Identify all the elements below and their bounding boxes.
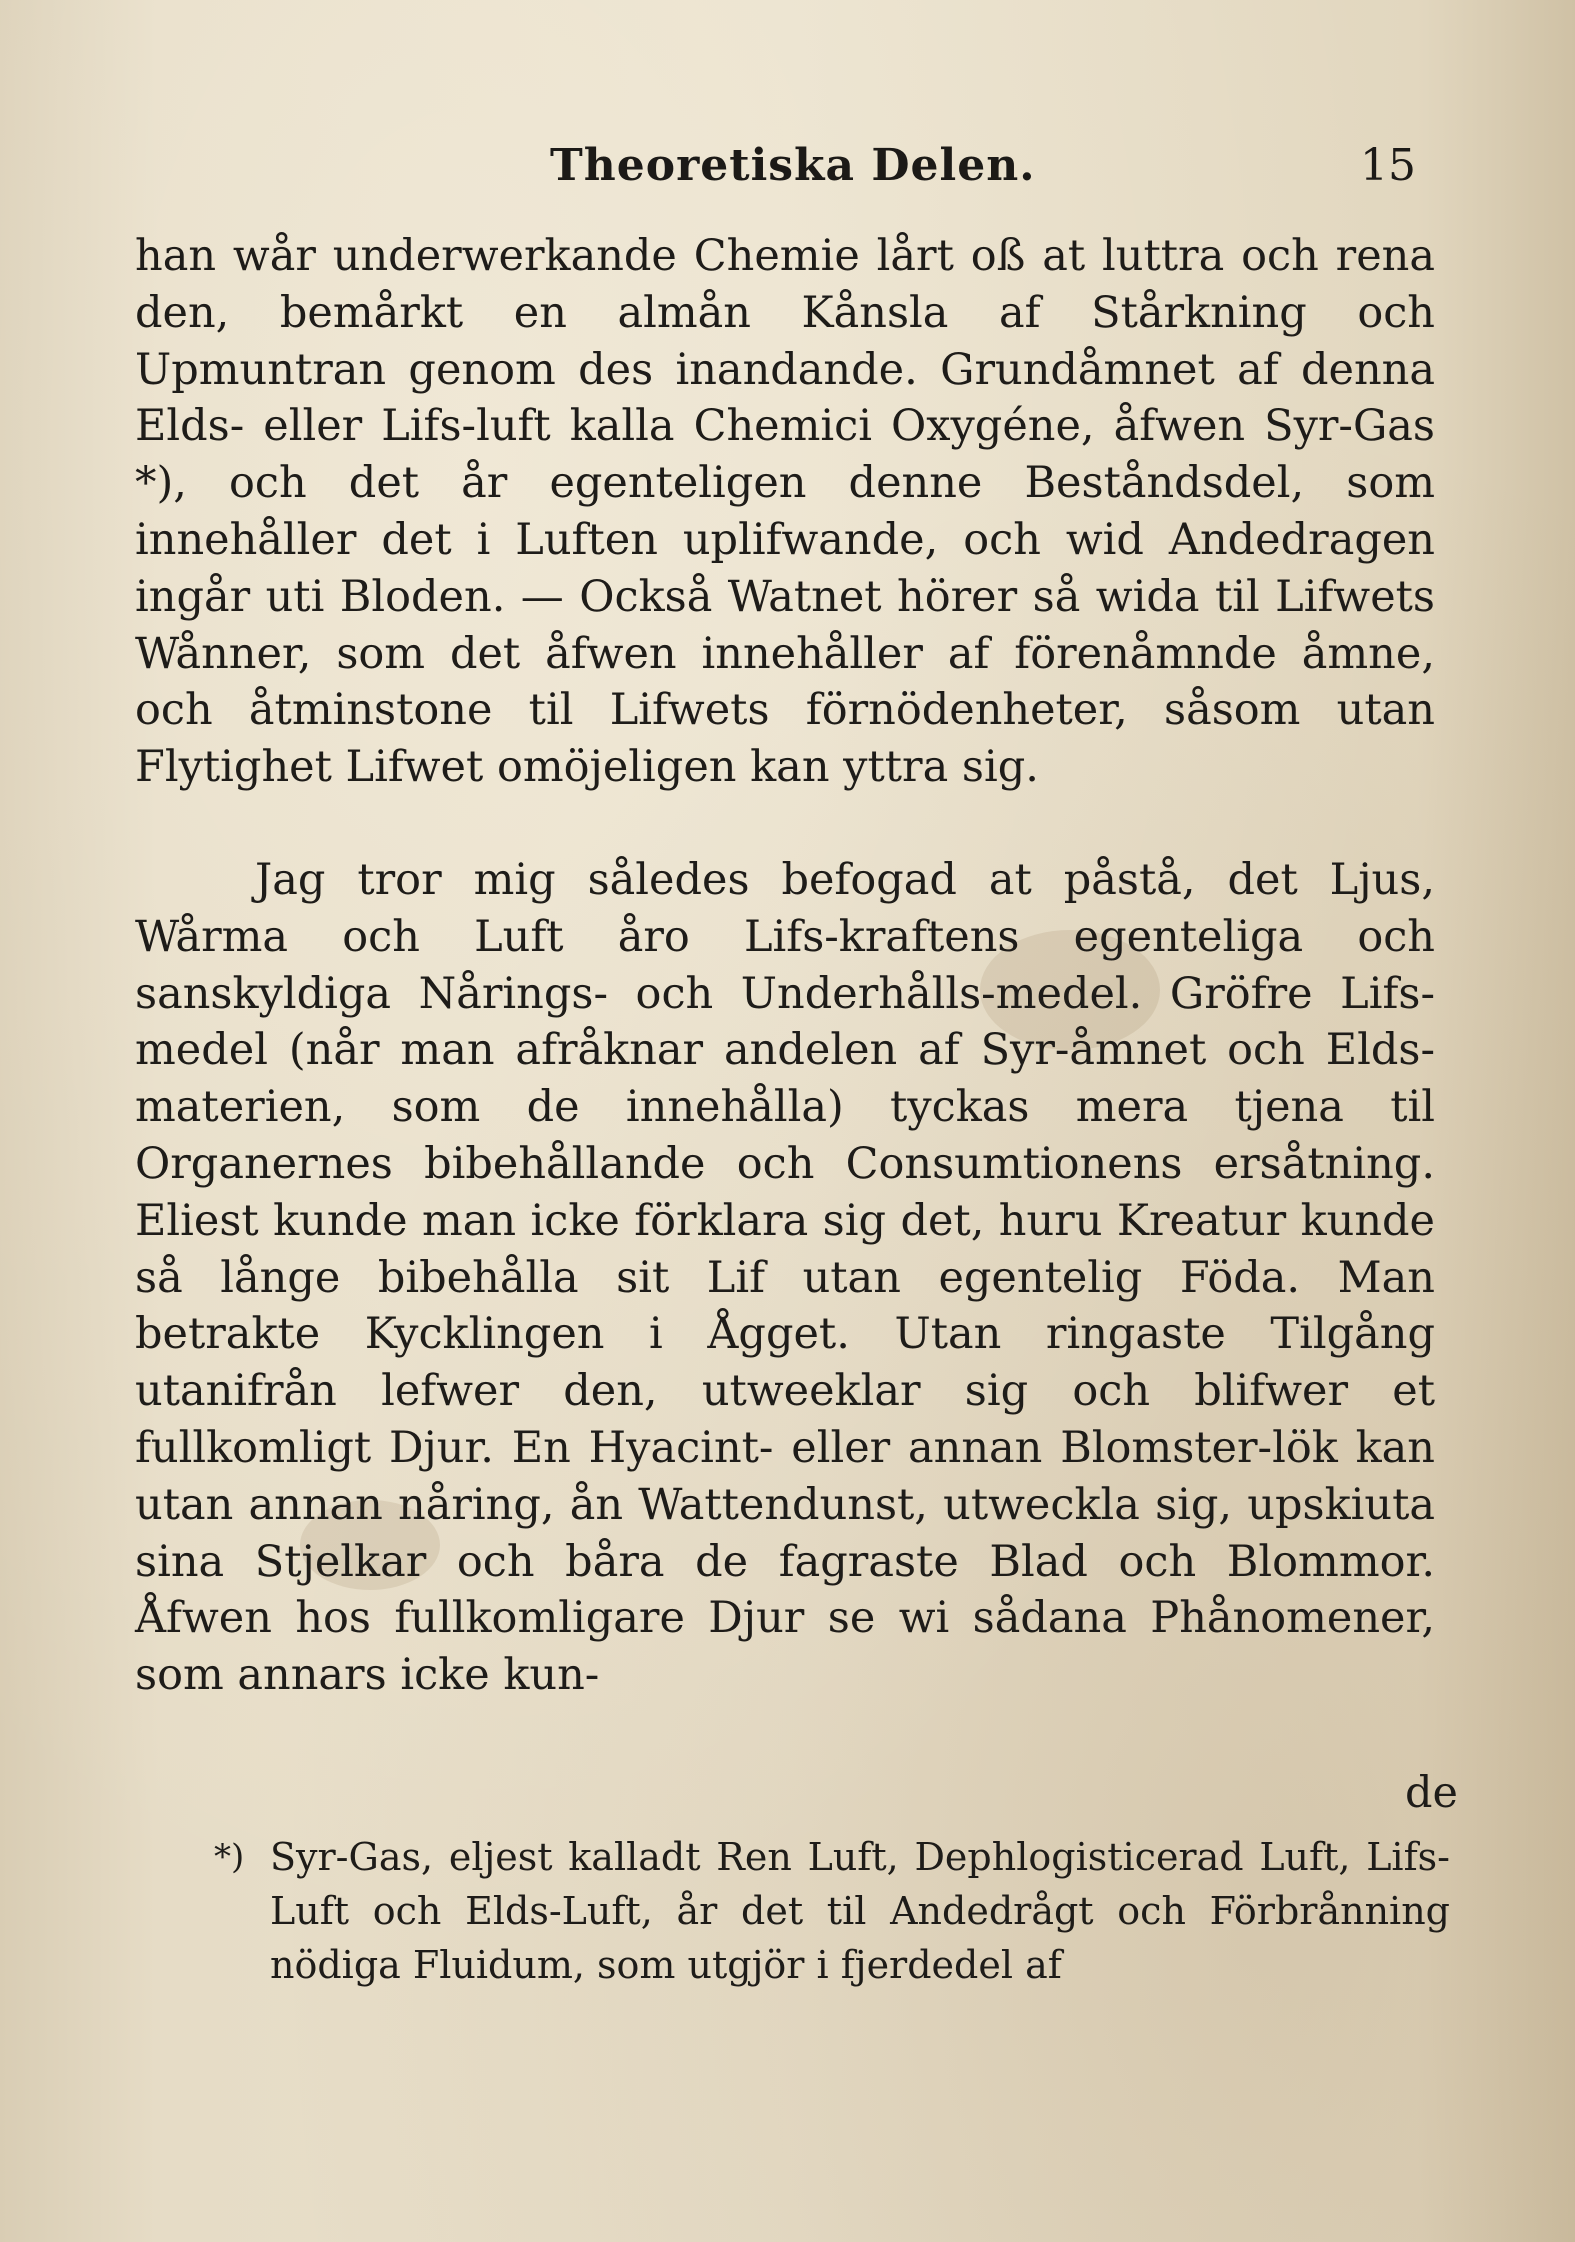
footnote bbox=[214, 1830, 1450, 1992]
page-number: 15 bbox=[1360, 140, 1416, 191]
paragraph: han wår underwerkande Chemie lårt oß at luttra och rena den, bemårkt en almån Kånsla af Stårkning och Upmuntran genom des inandande. Grundåmnet af denna Elds- eller Lifs-luft kalla Chemici Oxygéne, åfwen Syr-Gas *), och det år egenteligen denne Beståndsdel, som innehåller det i Luften uplifwande, och wid Andedragen ingår uti Bloden. — Också Watnet hörer så wida til Lifwets Wånner, som det åfwen innehåller af förenåmnde åmne, och åtminstone til Lifwets förnödenheter, såsom utan Flytighet Lifwet omöjeligen kan yttra sig. bbox=[135, 231, 1435, 793]
page-header bbox=[0, 140, 1575, 200]
catchword: de bbox=[1405, 1768, 1458, 1818]
paragraph: Jag tror mig således befogad at påstå, det Ljus, Wårma och Luft åro Lifs-kraftens egenteliga och sanskyldiga Nårings- och Underhålls-medel. Gröfre Lifs-medel (når man afråknar andelen af Syr-åmnet och Elds-materien, som de innehålla) tyckas mera tjena til Organernes bibehållande och Consumtionens ersåtning. Eliest kunde man icke förklara sig det, huru Kreatur kunde så långe bibehålla sit Lif utan egentelig Föda. Man betrakte Kycklingen i Ågget. Utan ringaste Tilgång utanifrån lefwer den, utweeklar sig och blifwer et fullkomligt Djur. En Hyacint- eller annan Blomster-lök kan utan annan nåring, ån Wattendunst, utweckla sig, upskiuta sina Stjelkar och båra de fagraste Blad och Blommor. Åfwen hos fullkomligare Djur se wi sådana Phånomener, som annars icke kun- bbox=[135, 854, 1435, 1701]
main-text bbox=[135, 228, 1435, 1704]
running-head: Theoretiska Delen. bbox=[550, 140, 1036, 191]
footnote-mark: *) bbox=[214, 1837, 245, 1877]
footnote-text: Syr-Gas, eljest kalladt Ren Luft, Dephlogisticerad Luft, Lifs-Luft och Elds-Luft, år det til Andedrågt och Förbrånning nödiga Fluidum, som utgjör i fjerdedel af bbox=[270, 1835, 1450, 1987]
